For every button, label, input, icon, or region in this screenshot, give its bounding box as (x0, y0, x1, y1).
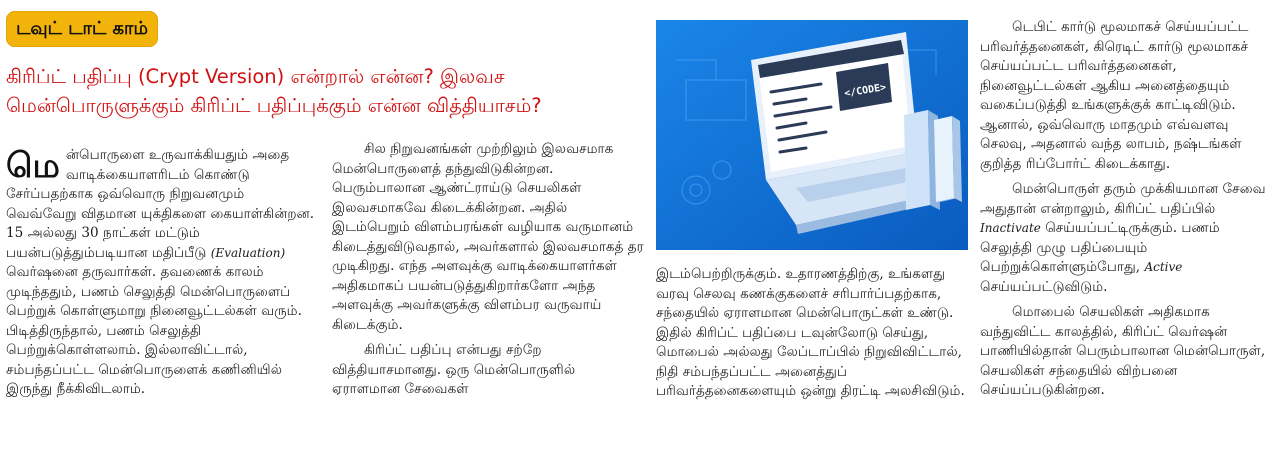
article-column-1 (6, 146, 318, 400)
article-headline: கிரிப்ட் பதிப்பு (Crypt Version) என்றால் என்ன? இலவச மென்பொருளுக்கும் கிரிப்ட் பதிப்புக்கும் என்ன வித்தியாசம்? (6, 65, 542, 117)
section-tag: டவுட் டாட் காம் (6, 11, 158, 47)
paragraph: டெபிட் கார்டு மூலமாகச் செய்யப்பட்ட பரிவர்த்தனைகள், கிரெடிட் கார்டு மூலமாகச் செய்யப்பட்ட பரிவர்த்தனைகள், நினைவூட்டல்கள் ஆகிய அனைத்தையும் வகைப்படுத்தி உங்களுக்குக் காட்டிவிடும். ஆனால், ஒவ்வொரு மாதமும் எவ்வளவு செலவு, அதனால் வந்த லாபம், நஷ்டங்கள் குறித்த ரிப்போர்ட் கிடைக்காது. (980, 19, 1249, 172)
code-label: </CODE> (843, 82, 887, 100)
paragraph: மொபைல் செயலிகள் அதிகமாக வந்துவிட்ட காலத்தில், கிரிப்ட் வெர்ஷன் பாணியில்தான் பெரும்பாலான மென்பொருள், செயலிகள் சந்தையில் விற்பனை செய்யப்படுகின்றன. (980, 304, 1266, 398)
article-column-3 (656, 265, 968, 402)
laptop-code-illustration (656, 20, 968, 250)
paragraph: மென்பொருளை உருவாக்கியதும் அதை வாடிக்கையாளரிடம் கொண்டு சேர்ப்பதற்காக ஒவ்வொரு நிறுவனமும் வெவ்வேறு விதமான யுக்திகளை கையாள்கின்றன. 15 அல்லது 30 நாட்கள் மட்டும் பயன்படுத்தும்படியான மதிப்பீடு (Evaluation) வெர்ஷனை தருவார்கள். தவணைக் காலம் முடிந்ததும், பணம் செலுத்தி மென்பொருளைப் பெற்றுக் கொள்ளுமாறு நினைவூட்டல்கள் வரும். பிடித்திருந்தால், பணம் செலுத்தி பெற்றுக்கொள்ளலாம். இல்லாவிட்டால், சம்பந்தப்பட்ட மென்பொருளைக் கணினியில் இருந்து நீக்கிவிடலாம். (6, 146, 315, 397)
drop-cap: மெ (6, 146, 60, 186)
paragraph: சில நிறுவனங்கள் முற்றிலும் இலவசமாக மென்பொருளைத் தந்துவிடுகின்றன. பெரும்பாலான ஆண்ட்ராய்டு செயலிகள் இலவசமாகவே கிடைக்கின்றன. அதில் இடம்பெறும் விளம்பரங்கள் வழியாக வருமானம் கிடைத்துவிடுவதால், அவர்களால் இலவசமாகத் தர முடிகிறது. எந்த அளவுக்கு வாடிக்கையாளர்கள் அதிகமாகப் பயன்படுத்துகிறார்களோ அந்த அளவுக்கு அவர்களுக்கு விளம்பர வருவாய் கிடைக்கும். (332, 141, 644, 333)
laptop-code-icon (656, 20, 968, 250)
paragraph: கிரிப்ட் பதிப்பு என்பது சற்றே வித்தியாசமானது. ஒரு மென்பொருளில் ஏராளமான சேவைகள் (332, 342, 576, 397)
paragraph: இடம்பெற்றிருக்கும். உதாரணத்திற்கு, உங்களது வரவு செலவு கணக்குகளைச் சரிபார்ப்பதற்காக, சந்தையில் ஏராளமான மென்பொருட்கள் உண்டு. இதில் கிரிப்ட் பதிப்பை டவுன்லோடு செய்து, மொபைல் அல்லது லேப்டாப்பில் நிறுவிவிட்டால், நிதி சம்பந்தப்பட்ட அனைத்துப் பரிவர்த்தனைகளையும் ஒன்று திரட்டி அலசிவிடும். (656, 266, 965, 399)
article-column-2 (332, 140, 644, 400)
paragraph: மென்பொருள் தரும் முக்கியமான சேவை அதுதான் என்றாலும், கிரிப்ட் பதிப்பில் Inactivate செய்யப்பட்டிருக்கும். பணம் செலுத்தி முழு பதிப்பையும் பெற்றுக்கொள்ளும்போது, Active செய்யப்பட்டுவிடும். (980, 181, 1266, 295)
article-column-4 (980, 18, 1276, 401)
